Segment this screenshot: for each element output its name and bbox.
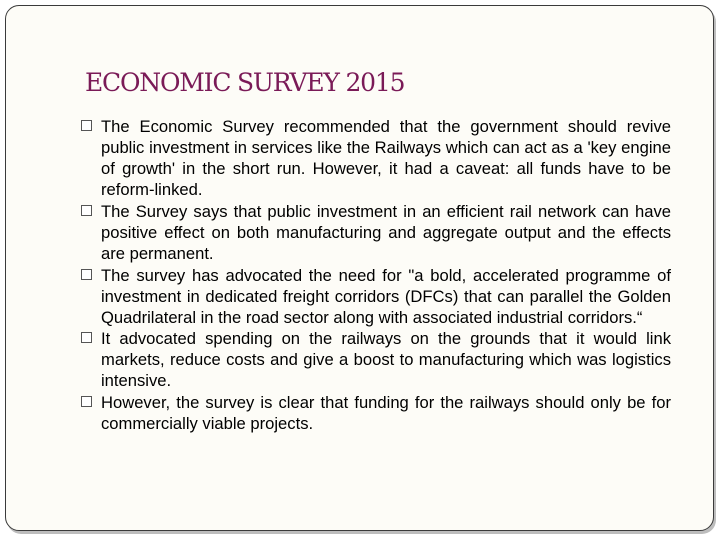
bullet-text: The Survey says that public investment in an efficient rail network can have positive effect on both manufacturing and aggregate output and the effects are permanent. (101, 201, 671, 263)
bullet-item (101, 265, 671, 328)
slide-title: ECONOMIC SURVEY 2015 (85, 68, 405, 97)
square-bullet-icon (81, 205, 92, 216)
square-bullet-icon (81, 396, 92, 407)
square-bullet-icon (81, 120, 92, 131)
square-bullet-icon (81, 269, 92, 280)
bullet-list (101, 116, 671, 435)
bullet-item (101, 392, 671, 434)
bullet-text: However, the survey is clear that funding for the railways should only be for commercially viable projects. (101, 393, 671, 434)
bullet-item (101, 116, 671, 200)
bullet-text: The survey has advocated the need for "a bold, accelerated programme of investment in dedicated freight corridors (DFCs) that can parallel the Golden Quadrilateral in the road sector along with associated industrial corridors.“ (101, 265, 671, 327)
bullet-text: The Economic Survey recommended that the government should revive public investment in services like the Railways which can act as a 'key engine of growth' in the short run. However, it had a caveat: all funds have to be reform-linked. (101, 117, 671, 199)
bullet-item (101, 201, 671, 264)
bullet-text: It advocated spending on the railways on the grounds that it would link markets, reduce costs and give a boost to manufacturing which was logistics intensive. (101, 329, 671, 391)
bullet-item (101, 328, 671, 391)
square-bullet-icon (81, 332, 92, 343)
